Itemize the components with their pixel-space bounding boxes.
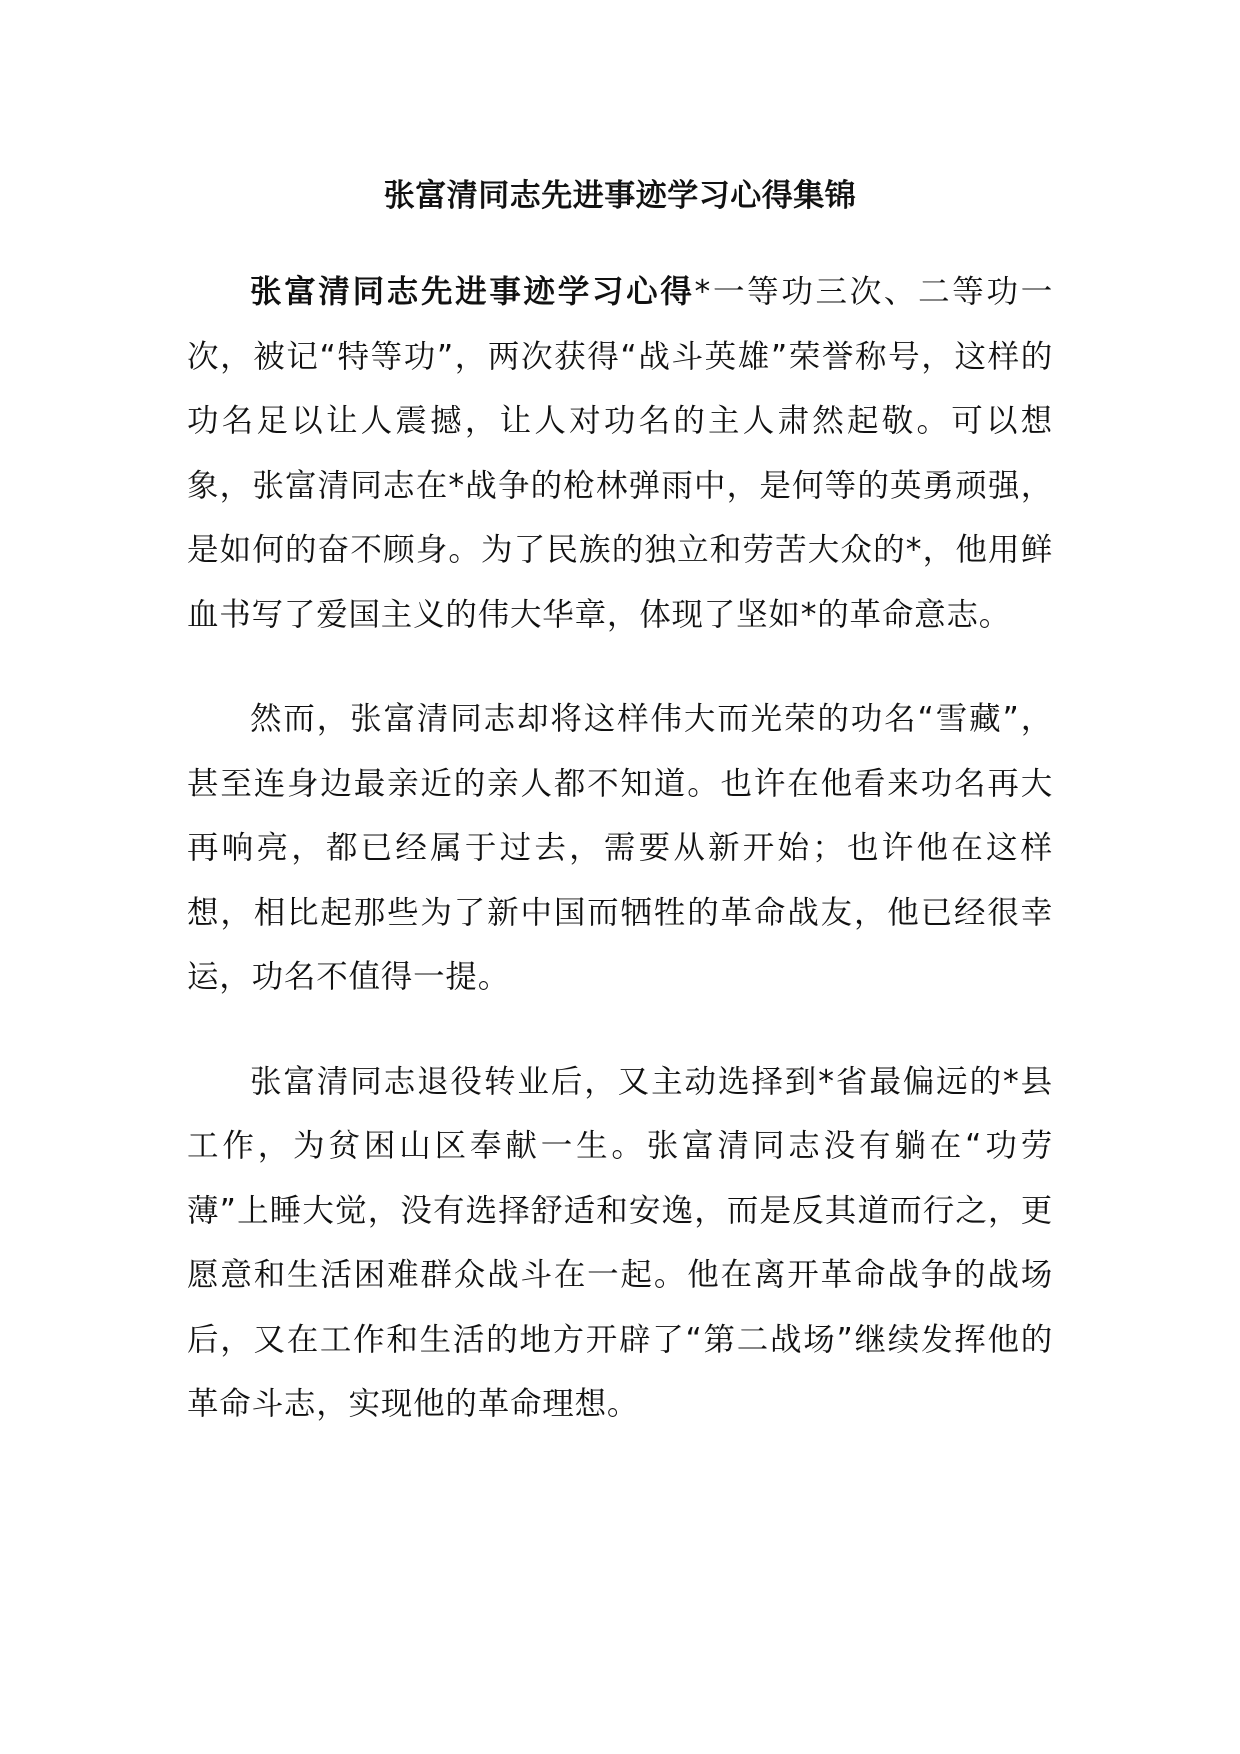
paragraph-text: 然而，张富清同志却将这样伟大而光荣的功名“雪藏”，甚至连身边最亲近的亲人都不知道。也许在他看来功名再大再响亮，都已经属于过去，需要从新开始；也许他在这样想，相比起那些为了新中国而牺牲的革命战友，他已经很幸运，功名不值得一提。 [187, 701, 1053, 995]
document-body [187, 260, 1053, 1437]
document-title: 张富清同志先进事迹学习心得集锦 [383, 178, 857, 214]
paragraph-lead-heading: 张富清同志先进事迹学习心得 [250, 274, 695, 310]
paragraph-2 [187, 687, 1053, 1010]
paragraph-1 [187, 260, 1053, 647]
paragraph-text: 张富清同志退役转业后，又主动选择到*省最偏远的*县工作，为贫困山区奉献一生。张富清同志没有躺在“功劳薄”上睡大觉，没有选择舒适和安逸，而是反其道而行之，更愿意和生活困难群众战斗在一起。他在离开革命战争的战场后，又在工作和生活的地方开辟了“第二战场”继续发挥他的革命斗志，实现他的革命理想。 [187, 1063, 1053, 1422]
paragraph-3 [187, 1050, 1053, 1437]
paragraph-text: *一等功三次、二等功一次，被记“特等功”，两次获得“战斗英雄”荣誉称号，这样的功名足以让人震撼，让人对功名的主人肃然起敬。可以想象，张富清同志在*战争的枪林弹雨中，是何等的英勇顽强，是如何的奋不顾身。为了民族的独立和劳苦大众的*，他用鲜血书写了爱国主义的伟大华章，体现了坚如*的革命意志。 [187, 274, 1053, 633]
